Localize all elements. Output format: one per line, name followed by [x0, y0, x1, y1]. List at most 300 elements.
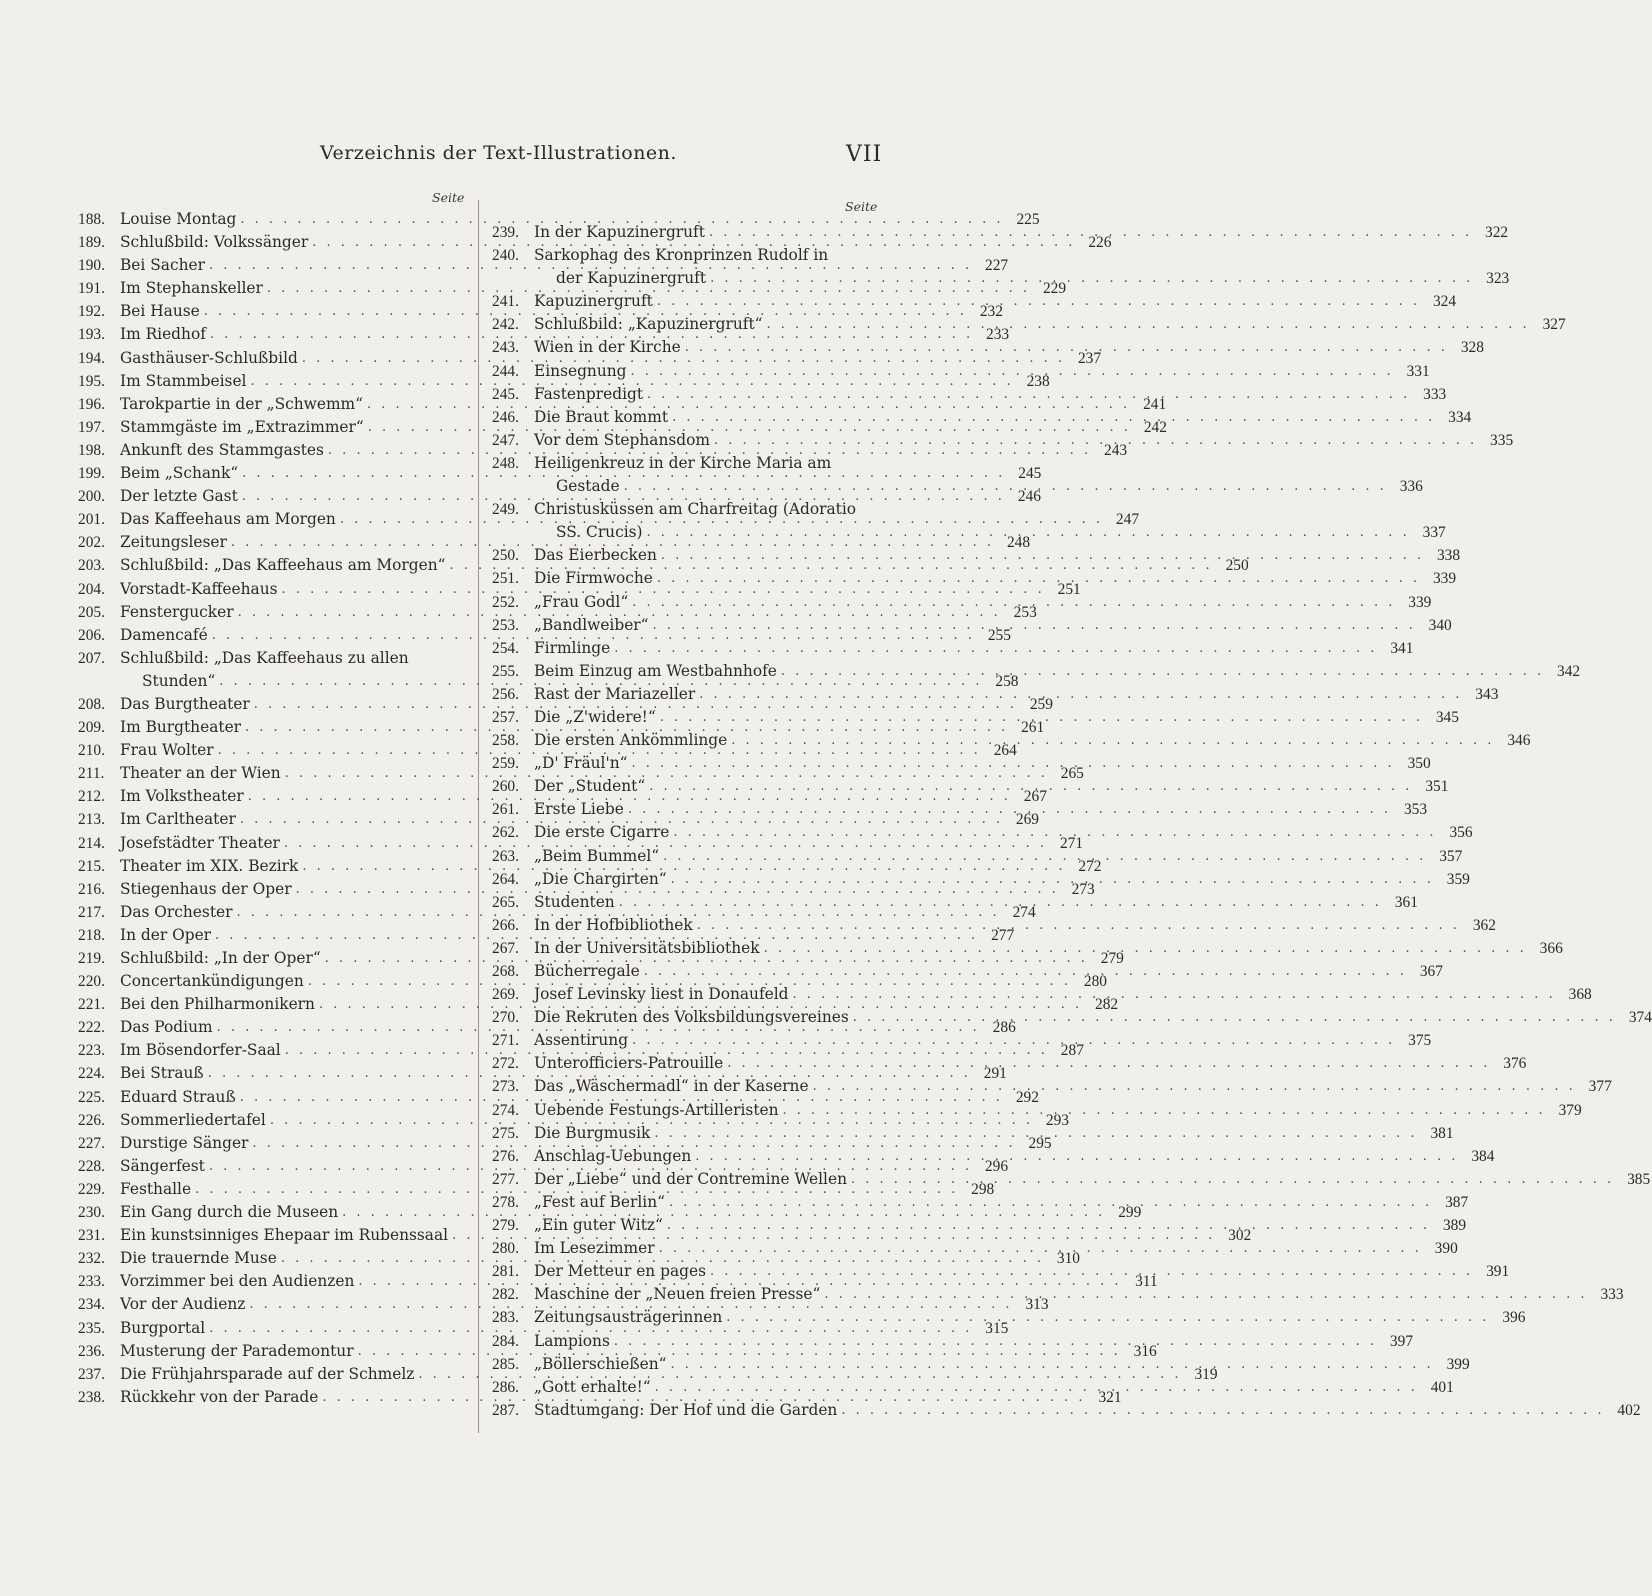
- entry-title: Tarokpartie in der „Schwemm“: [120, 394, 364, 413]
- seite-label-right: Seite: [845, 199, 878, 214]
- page-ref: 350: [1407, 755, 1431, 773]
- entry-number: 251.: [492, 570, 519, 588]
- page-ref: 271: [1059, 834, 1084, 852]
- entry-title: Im Bösendorfer-Saal: [120, 1041, 281, 1060]
- toc-entry: [492, 544, 1461, 567]
- entry-title: Wien in der Kirche: [534, 338, 681, 357]
- entry-number: 203.: [78, 557, 105, 575]
- entry-number: 241.: [492, 293, 519, 311]
- page-ref: 246: [1017, 488, 1041, 506]
- page-ref: 361: [1394, 893, 1418, 911]
- dot-leader: [663, 1214, 1430, 1237]
- page-ref: 336: [1399, 478, 1423, 496]
- page-ref: 292: [1015, 1088, 1039, 1106]
- page-ref: 343: [1475, 685, 1499, 703]
- page-ref: 233: [986, 326, 1010, 344]
- entry-number: 260.: [492, 778, 519, 796]
- entry-number: 259.: [492, 755, 519, 773]
- toc-entry: [492, 1399, 1641, 1422]
- dot-leader: [624, 798, 1391, 821]
- page-ref: 346: [1507, 732, 1531, 750]
- entry-number: 254.: [492, 639, 519, 657]
- dot-leader: [849, 1006, 1616, 1029]
- entry-title: Die Braut kommt: [534, 407, 669, 426]
- page-ref: 261: [1021, 719, 1045, 737]
- entry-title: In der Oper: [120, 925, 212, 944]
- entry-number: 240.: [492, 247, 519, 265]
- page-ref: 399: [1446, 1355, 1470, 1373]
- page-ref: 356: [1449, 824, 1473, 842]
- page-ref: 311: [1135, 1273, 1158, 1291]
- dot-leader: [727, 729, 1494, 752]
- dot-leader: [610, 1330, 1377, 1353]
- entry-title: Heiligenkreuz in der Kirche Maria am: [534, 453, 832, 472]
- entry-number: 219.: [78, 950, 105, 967]
- dot-leader: [669, 821, 1436, 844]
- page-ref: 295: [1028, 1134, 1052, 1152]
- entry-title: Der „Liebe“ und der Contremine Wellen: [534, 1169, 847, 1188]
- entry-title: Fastenpredigt: [534, 384, 644, 403]
- page-ref: 273: [1071, 880, 1095, 898]
- page-ref: 315: [985, 1319, 1009, 1337]
- entry-number: 258.: [492, 732, 519, 750]
- entry-title: Der „Student“: [534, 777, 646, 796]
- page-ref: 374: [1628, 1009, 1652, 1027]
- dot-leader: [659, 845, 1426, 868]
- dot-leader: [763, 313, 1530, 336]
- page-ref: 390: [1434, 1240, 1458, 1258]
- entry-title: Theater an der Wien: [120, 764, 281, 783]
- page-ref: 322: [1485, 224, 1509, 241]
- entry-number: 271.: [492, 1032, 519, 1050]
- dot-leader: [695, 683, 1462, 706]
- page-ref: 302: [1228, 1227, 1252, 1245]
- entry-number: 192.: [78, 303, 105, 321]
- entry-title: Im Lesezimmer: [534, 1239, 655, 1258]
- entry-title: Sommerliedertafel: [120, 1110, 266, 1129]
- entry-number: 211.: [78, 765, 105, 783]
- entry-number: 280.: [492, 1240, 519, 1258]
- entry-title: Josef Levinsky liest in Donaufeld: [534, 985, 789, 1004]
- entry-title: Im Riedhof: [120, 325, 206, 344]
- entry-number: 265.: [492, 893, 519, 911]
- page-ref: 341: [1390, 639, 1414, 657]
- entry-title: Durstige Sänger: [120, 1133, 249, 1152]
- entry-title: Schlußbild: „Kapuzinergruft“: [534, 315, 763, 334]
- entry-number: 194.: [78, 349, 105, 367]
- entry-number: 220.: [78, 973, 105, 991]
- entry-title: Im Stephanskeller: [120, 279, 263, 298]
- entry-number: 233.: [78, 1273, 105, 1291]
- seite-label-left: Seite: [432, 190, 465, 205]
- entry-number: 249.: [492, 501, 519, 519]
- page-ref: 225: [1016, 211, 1040, 228]
- entry-number: 201.: [78, 511, 105, 529]
- dot-leader: [667, 868, 1434, 891]
- dot-leader: [657, 544, 1424, 567]
- dot-leader: [656, 706, 1423, 729]
- entry-title: Uebende Festungs-Artilleristen: [534, 1100, 779, 1119]
- page-ref: 339: [1408, 593, 1432, 611]
- page-ref: 402: [1617, 1401, 1641, 1419]
- entry-title: Firmlinge: [534, 638, 611, 657]
- page-ref: 229: [1042, 280, 1067, 298]
- entry-title: Bei Sacher: [120, 256, 205, 275]
- entry-title: Rückkehr von der Parade: [120, 1387, 319, 1406]
- entry-number: 286.: [492, 1378, 519, 1396]
- entry-title: Das Burgtheater: [120, 694, 250, 713]
- page-ref: 316: [1133, 1342, 1157, 1360]
- entry-number: 227.: [78, 1134, 105, 1152]
- entry-number: 213.: [78, 811, 105, 829]
- dot-leader: [645, 775, 1412, 798]
- entry-number: 190.: [78, 257, 105, 275]
- entry-title: „Ein guter Witz“: [534, 1216, 663, 1235]
- page-ref: 337: [1422, 524, 1446, 542]
- entry-title: Sarkophag des Kronprinzen Rudolf in: [534, 246, 829, 265]
- page-ref: 377: [1588, 1078, 1612, 1096]
- entry-title: „D' Fräul'n“: [534, 754, 628, 773]
- entry-number: 191.: [78, 280, 105, 298]
- entry-number: 273.: [492, 1078, 519, 1096]
- entry-number: 221.: [78, 996, 105, 1014]
- entry-title: Kapuzinergruft: [534, 292, 653, 311]
- entry-number: 243.: [492, 339, 519, 357]
- page-ref: 385: [1627, 1170, 1651, 1188]
- entry-title: Vor der Audienz: [120, 1295, 246, 1314]
- entry-number: 282.: [492, 1286, 519, 1304]
- page-ref: 342: [1557, 662, 1581, 680]
- entry-number: 245.: [492, 385, 519, 403]
- dot-leader: [760, 937, 1527, 960]
- entry-number: 204.: [78, 580, 105, 598]
- entry-title: Christusküssen am Charfreitag (Adoratio: [534, 500, 857, 519]
- entry-title: Erste Liebe: [534, 800, 624, 819]
- page-ref: 327: [1542, 316, 1566, 334]
- entry-number: 268.: [492, 963, 519, 980]
- entry-title: Beim Einzug am Westbahnhofe: [534, 661, 777, 680]
- entry-title: Im Volkstheater: [120, 787, 244, 806]
- dot-leader: [615, 891, 1382, 914]
- page-ref: 338: [1436, 547, 1461, 565]
- page-ref: 282: [1095, 996, 1119, 1014]
- entry-number: 226.: [78, 1111, 105, 1129]
- page-ref: 245: [1018, 465, 1042, 483]
- entry-number: 284.: [492, 1332, 519, 1350]
- page-ref: 242: [1143, 418, 1167, 436]
- dot-leader: [847, 1168, 1614, 1191]
- dot-leader: [651, 1376, 1418, 1399]
- page-ref: 243: [1104, 441, 1128, 459]
- page-ref: 299: [1118, 1204, 1142, 1222]
- page-ref: 247: [1115, 511, 1140, 529]
- entry-number: 189.: [78, 234, 105, 252]
- entry-number: 285.: [492, 1355, 519, 1373]
- page-ref: 366: [1539, 939, 1563, 957]
- entry-title: Einsegnung: [534, 361, 627, 380]
- page-ref: 351: [1425, 778, 1449, 796]
- entry-title-continuation: SS. Crucis): [556, 523, 643, 542]
- page-ref: 328: [1460, 339, 1484, 357]
- entry-title: Studenten: [534, 892, 615, 911]
- page-ref: 291: [983, 1065, 1007, 1083]
- page-ref: 277: [991, 926, 1015, 944]
- entry-title: Im Burgtheater: [120, 718, 242, 737]
- entry-number: 237.: [78, 1365, 105, 1383]
- entry-number: 197.: [78, 418, 105, 436]
- page-ref: 362: [1472, 916, 1496, 934]
- page-ref: 379: [1558, 1101, 1582, 1119]
- entry-number: 235.: [78, 1319, 105, 1337]
- entry-number: 230.: [78, 1204, 105, 1222]
- dot-leader: [809, 1075, 1576, 1098]
- dot-leader: [643, 521, 1410, 544]
- dot-leader: [789, 983, 1556, 1006]
- dot-leader: [620, 475, 1387, 498]
- entry-number: 210.: [78, 742, 105, 760]
- entry-number: 193.: [78, 326, 105, 344]
- dot-leader: [668, 406, 1435, 429]
- dot-leader: [628, 752, 1395, 775]
- entry-title: Im Carltheater: [120, 810, 236, 829]
- entry-number: 244.: [492, 362, 519, 380]
- entry-number: 225.: [78, 1088, 105, 1106]
- page-ref: 389: [1442, 1217, 1467, 1235]
- page-ref: 279: [1100, 950, 1124, 967]
- entry-title: Bei Hause: [120, 302, 200, 321]
- toc-entry: [78, 208, 1040, 231]
- entry-title: Josefstädter Theater: [120, 833, 280, 852]
- page-ref: 265: [1060, 765, 1084, 783]
- entry-number: 229.: [78, 1180, 105, 1198]
- entry-title-continuation: Gestade: [556, 477, 620, 496]
- entry-number: 279.: [492, 1217, 519, 1235]
- entry-title: Damencafé: [120, 625, 208, 644]
- entry-title: Stammgäste im „Extrazimmer“: [120, 417, 364, 436]
- entry-number: 195.: [78, 372, 105, 390]
- entry-title: Ein kunstsinniges Ehepaar im Rubenssaal: [120, 1226, 449, 1245]
- entry-number: 223.: [78, 1042, 105, 1060]
- page-ref: 357: [1439, 847, 1463, 865]
- page-ref: 232: [979, 303, 1003, 321]
- dot-leader: [723, 1052, 1490, 1075]
- entry-number: 266.: [492, 916, 519, 934]
- page-ref: 340: [1428, 616, 1452, 634]
- page-ref: 353: [1403, 801, 1428, 819]
- page-ref: 319: [1194, 1365, 1218, 1383]
- dot-leader: [693, 914, 1460, 937]
- entry-title: Der letzte Gast: [120, 487, 238, 506]
- entry-title: Der Metteur en pages: [534, 1262, 707, 1281]
- page-ref: 267: [1023, 788, 1047, 806]
- page-ref: 253: [1013, 603, 1037, 621]
- entry-number: 218.: [78, 926, 105, 944]
- entry-title: Schlußbild: „Das Kaffeehaus am Morgen“: [120, 556, 446, 575]
- page-ref: 339: [1432, 570, 1457, 588]
- entry-title-continuation: Stunden“: [142, 671, 216, 690]
- page-ref: 396: [1502, 1309, 1526, 1327]
- entry-title: Vorstadt-Kaffeehaus: [120, 579, 278, 598]
- dot-leader: [643, 383, 1410, 406]
- entry-title: Maschine der „Neuen freien Presse“: [534, 1285, 821, 1304]
- dot-leader: [837, 1399, 1604, 1422]
- page-ref: 335: [1490, 431, 1514, 449]
- entry-number: 278.: [492, 1193, 519, 1211]
- entry-title: Bei den Philharmonikern: [120, 995, 315, 1014]
- dot-leader: [650, 1122, 1417, 1145]
- entry-title: „Fest auf Berlin“: [534, 1192, 665, 1211]
- page-ref: 310: [1056, 1250, 1080, 1268]
- entry-title: Das Orchester: [120, 902, 233, 921]
- entry-number: 239.: [492, 224, 519, 241]
- entry-number: 202.: [78, 534, 105, 552]
- entry-title: Die trauernde Muse: [120, 1249, 277, 1268]
- page-ref: 241: [1143, 395, 1167, 413]
- page-ref: 387: [1445, 1193, 1469, 1211]
- entry-number: 232.: [78, 1250, 105, 1268]
- entry-title: Die „Z'widere!“: [534, 707, 656, 726]
- entry-title: Zeitungsausträgerinnen: [534, 1308, 723, 1327]
- entry-number: 206.: [78, 626, 105, 644]
- entry-title: „Gott erhalte!“: [534, 1377, 651, 1396]
- dot-leader: [655, 1237, 1422, 1260]
- page-ref: 401: [1430, 1378, 1454, 1396]
- entry-number: 250.: [492, 547, 519, 565]
- dot-leader: [710, 429, 1477, 452]
- entry-number: 264.: [492, 870, 519, 888]
- entry-title-continuation: der Kapuzinergruft: [556, 269, 707, 288]
- page-ref: 272: [1078, 857, 1102, 875]
- entry-title: In der Hofbibliothek: [534, 915, 693, 934]
- page-ref: 397: [1389, 1332, 1414, 1350]
- page-ref: 251: [1057, 580, 1081, 598]
- entry-number: 242.: [492, 316, 519, 334]
- entry-title: In der Universitätsbibliothek: [534, 938, 760, 957]
- entry-title: „Beim Bummel“: [534, 846, 660, 865]
- entry-title: In der Kapuzinergruft: [534, 223, 705, 241]
- entry-title: Schlußbild: Volkssänger: [120, 233, 309, 252]
- entry-title: Gasthäuser-Schlußbild: [120, 348, 298, 367]
- entry-title: Schlußbild: „Das Kaffeehaus zu allen: [120, 648, 409, 667]
- page-ref: 368: [1568, 986, 1592, 1004]
- entry-title: Bücherregale: [534, 962, 640, 980]
- entry-title: Lampions: [534, 1331, 610, 1350]
- page-ref: 255: [987, 626, 1011, 644]
- page-ref: 269: [1015, 811, 1039, 829]
- dot-leader: [722, 1306, 1489, 1329]
- page-ref: 259: [1029, 695, 1053, 713]
- entry-number: 212.: [78, 788, 105, 806]
- dot-leader: [820, 1283, 1587, 1306]
- entry-title: Vor dem Stephansdom: [534, 430, 710, 449]
- entry-number: 231.: [78, 1227, 105, 1245]
- entry-title: Das Podium: [120, 1018, 213, 1037]
- entry-number: 200.: [78, 488, 105, 506]
- entry-number: 272.: [492, 1055, 519, 1073]
- entry-title: Bei Strauß: [120, 1064, 204, 1083]
- entry-title: Unterofficiers-Patrouille: [534, 1054, 724, 1073]
- entry-title: Ankunft des Stammgastes: [120, 440, 324, 459]
- entry-title: Das Kaffeehaus am Morgen: [120, 510, 336, 529]
- entry-title: „Die Chargirten“: [534, 869, 667, 888]
- entry-title: Das Eierbecken: [534, 546, 657, 565]
- page-ref: 237: [1077, 349, 1102, 367]
- entry-title: Vorzimmer bei den Audienzen: [120, 1272, 355, 1291]
- entry-title: „Böllerschießen“: [534, 1354, 667, 1373]
- dot-leader: [649, 614, 1416, 637]
- entry-title: Ein Gang durch die Museen: [120, 1203, 339, 1222]
- entry-title: Die erste Cigarre: [534, 823, 670, 842]
- entry-number: 224.: [78, 1065, 105, 1083]
- page-ref: 376: [1503, 1055, 1527, 1073]
- entry-title: Frau Wolter: [120, 741, 214, 760]
- entry-number: 246.: [492, 408, 519, 426]
- page-ref: 375: [1408, 1032, 1432, 1050]
- toc-entry: [492, 567, 1457, 590]
- entry-title: „Frau Godl“: [534, 592, 629, 611]
- entry-number: 234.: [78, 1296, 105, 1314]
- page-ref: 359: [1446, 870, 1470, 888]
- entry-title: Die Frühjahrsparade auf der Schmelz: [120, 1364, 415, 1383]
- dot-leader: [706, 267, 1473, 290]
- page-ref: 296: [984, 1157, 1009, 1175]
- entry-title: Stiegenhaus der Oper: [120, 879, 292, 898]
- entry-title: Das „Wäschermadl“ in der Kaserne: [534, 1077, 809, 1096]
- entry-title: Anschlag-Uebungen: [534, 1146, 692, 1165]
- entry-title: Festhalle: [120, 1179, 192, 1198]
- page-ref: 324: [1432, 293, 1457, 311]
- page-ref: 323: [1486, 270, 1510, 288]
- entry-title: Concertankündigungen: [120, 972, 304, 991]
- entry-number: 253.: [492, 616, 519, 634]
- dot-leader: [706, 1260, 1473, 1283]
- entry-number: 287.: [492, 1401, 519, 1419]
- page-ref: 313: [1025, 1296, 1049, 1314]
- entry-number: 214.: [78, 834, 105, 852]
- page-ref: 286: [992, 1019, 1016, 1037]
- entry-number: 216.: [78, 880, 105, 898]
- entry-number: 270.: [492, 1009, 519, 1027]
- entry-title: Burgportal: [120, 1318, 206, 1337]
- page-ref: 298: [971, 1180, 995, 1198]
- page-ref: 250: [1225, 557, 1249, 575]
- page-ref: 321: [1098, 1388, 1122, 1406]
- entry-number: 248.: [492, 454, 519, 472]
- page-ref: 238: [1026, 372, 1050, 390]
- page-ref: 227: [985, 257, 1009, 275]
- entry-number: 188.: [78, 211, 105, 228]
- dot-leader: [691, 1145, 1458, 1168]
- entry-number: 198.: [78, 441, 105, 459]
- entry-title: Die ersten Ankömmlinge: [534, 731, 728, 750]
- page-ref: 333: [1423, 385, 1447, 403]
- page-ref: 264: [993, 742, 1017, 760]
- entry-number: 205.: [78, 603, 105, 621]
- entry-number: 263.: [492, 847, 519, 865]
- dot-leader: [681, 336, 1448, 359]
- page-number: VII: [846, 142, 883, 167]
- entry-number: 269.: [492, 986, 519, 1004]
- dot-leader: [653, 567, 1420, 590]
- entry-title: Sängerfest: [120, 1156, 205, 1175]
- dot-leader: [779, 1099, 1546, 1122]
- entry-number: 262.: [492, 824, 519, 842]
- entry-title: Beim „Schank“: [120, 464, 239, 483]
- entry-title: Eduard Strauß: [120, 1087, 236, 1106]
- dot-leader: [777, 660, 1544, 683]
- page-ref: 381: [1430, 1124, 1454, 1142]
- entry-title: Im Stammbeisel: [120, 371, 247, 390]
